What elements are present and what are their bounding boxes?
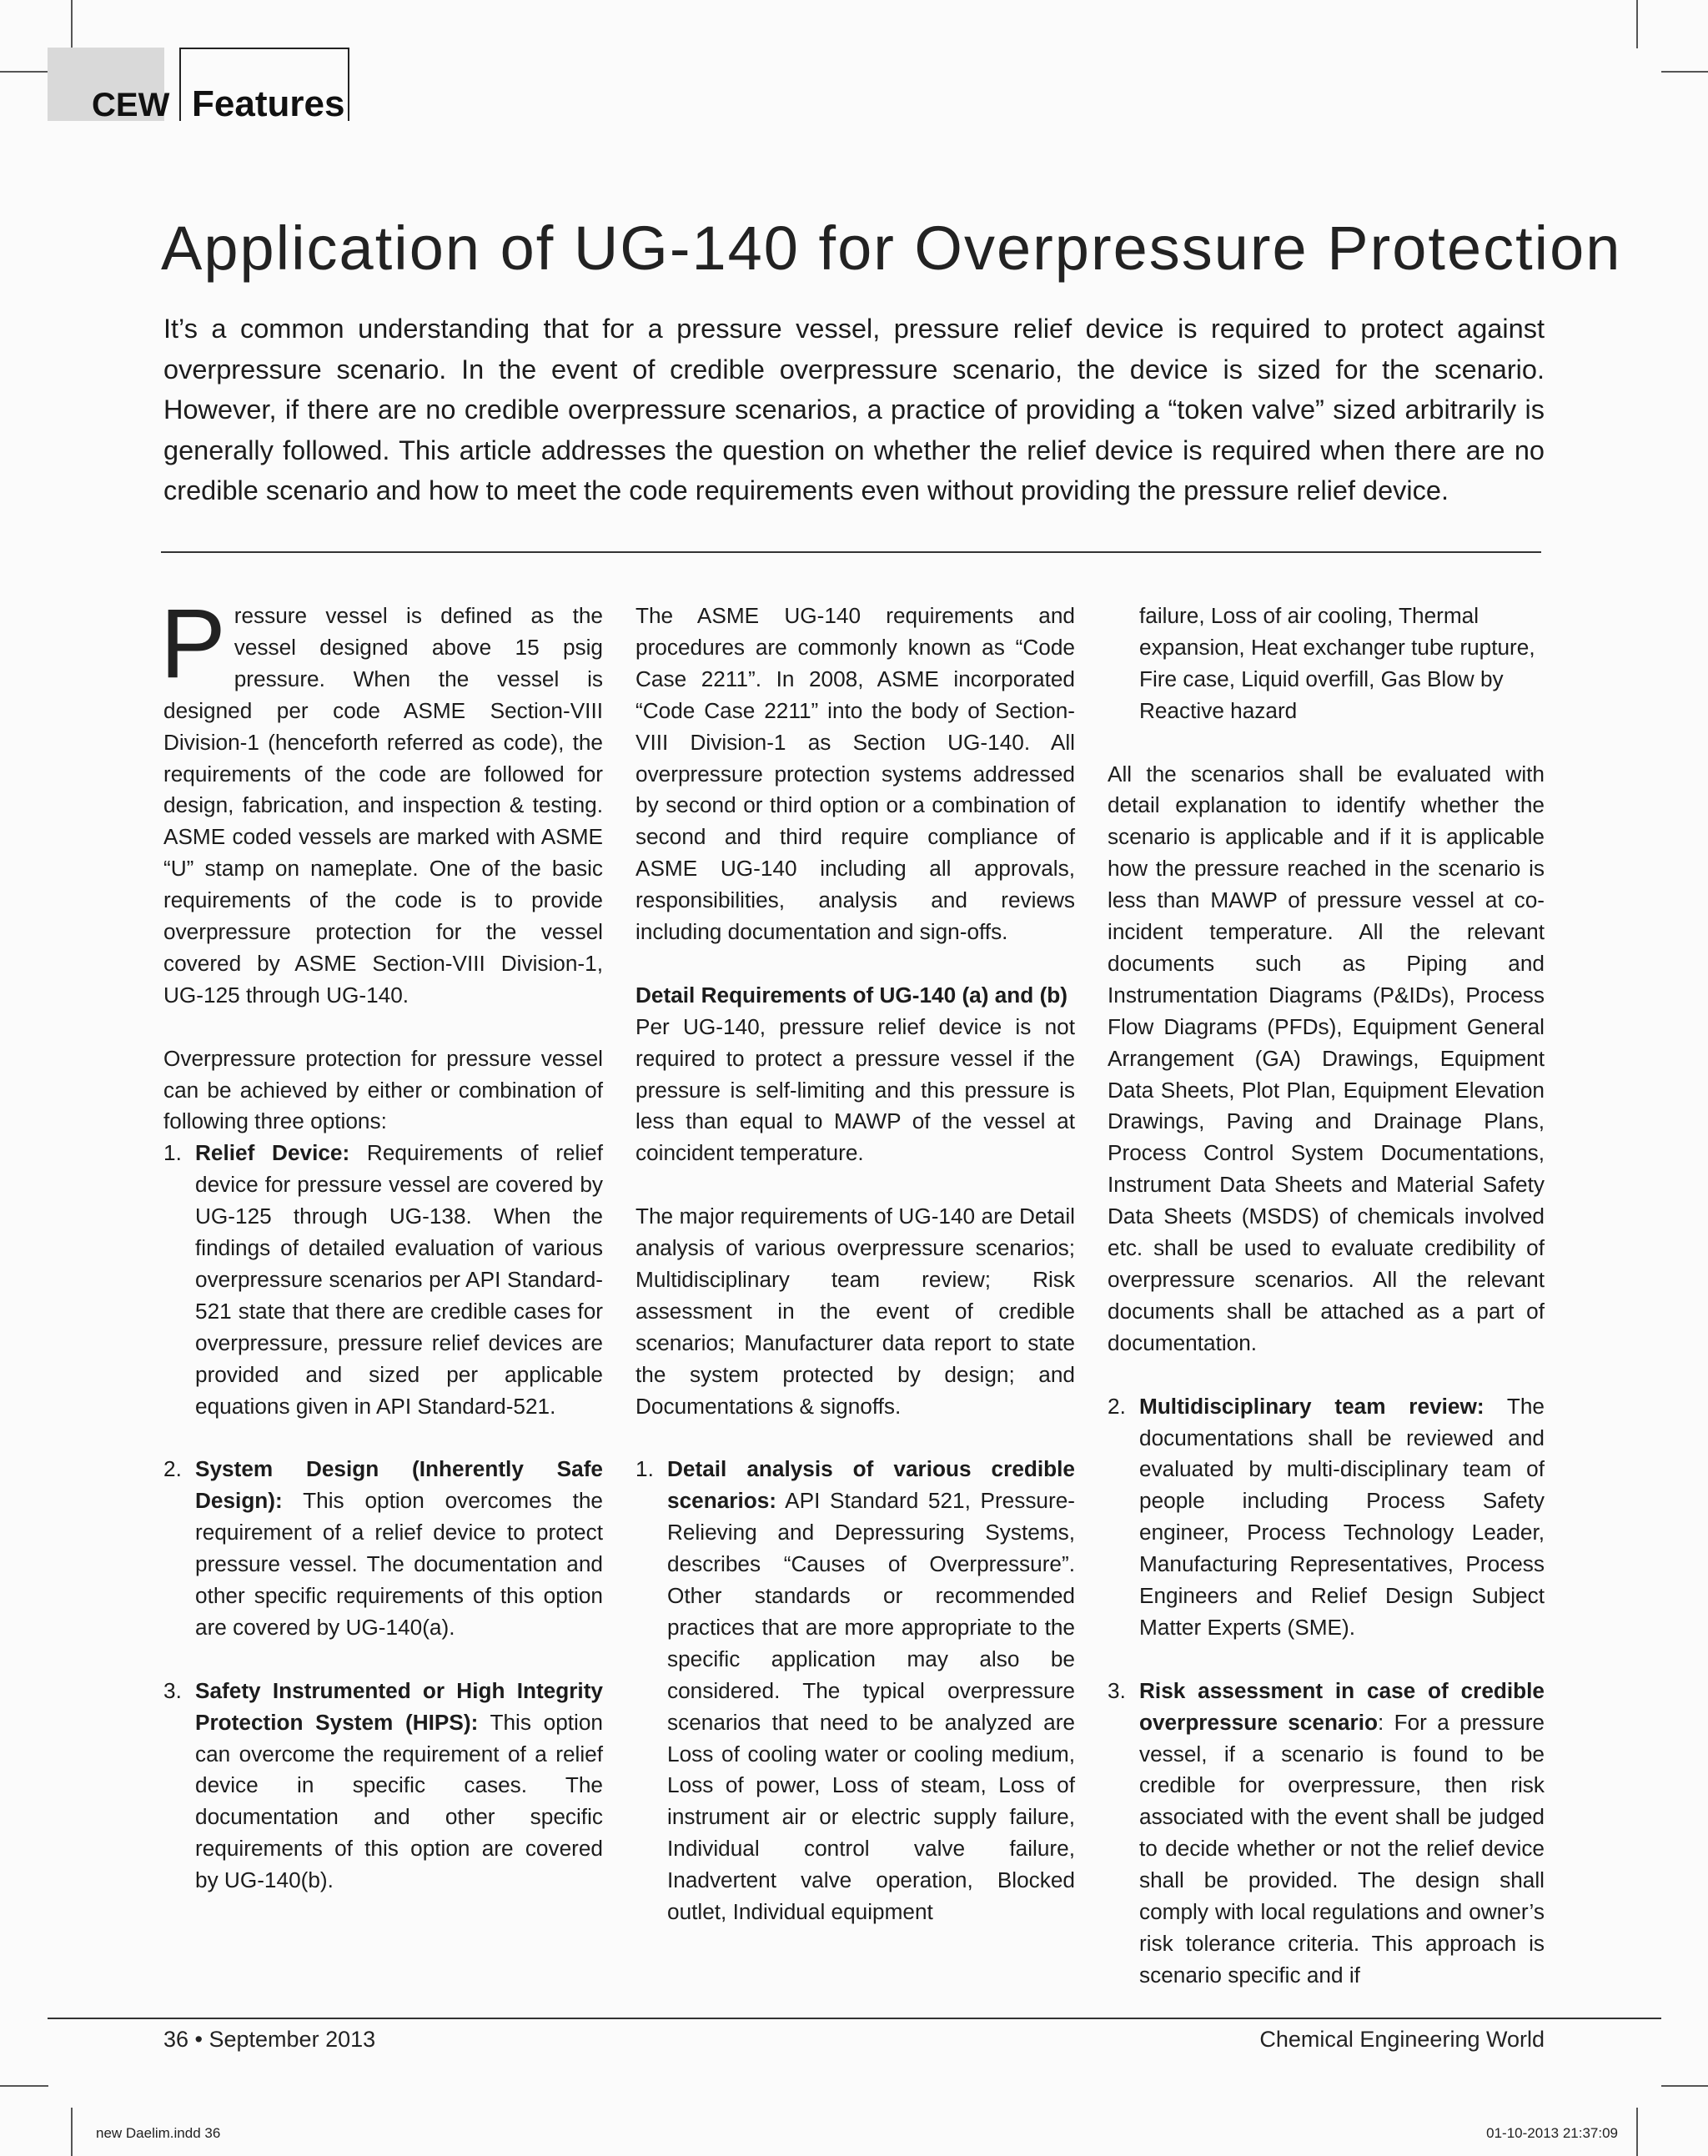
crop-mark bbox=[1661, 71, 1708, 73]
lead-paragraph: It’s a common understanding that for a pressure vessel, pressure relief device is required to protect against overpressure scenario. In the event of credible overpressure scenario, the device is sized for the scenario. However, if there are no credible overpressure scenarios, a practice of providing a “token valve” sized arbitrarily is generally followed. This article addresses the question on whether the relief device is required when there are no credible scenario and how to meet the code requirements even without providing the pressure relief device. bbox=[163, 314, 1545, 505]
section-label: Features bbox=[192, 83, 345, 124]
options-list bbox=[163, 1138, 603, 1422]
print-slug-file: new Daelim.indd 36 bbox=[96, 2125, 221, 2141]
list-item: 1. Detail analysis of various credible scenarios: API Standard 521, Pressure-Relieving and Depressuring Systems, describes “Causes of Overpressure”. Other standards or recommended practices that are more appropriate to the specific application may also be considered. The typical overpressure scenarios that need to be analyzed are Loss of cooling water or cooling medium, Loss of power, Loss of steam, Loss of instrument air or electric supply failure, Individual control valve failure, Inadvertent valve operation, Blocked outlet, Individual equipment bbox=[635, 1456, 1075, 1925]
column-1 bbox=[160, 589, 603, 1928]
article-title: Application of UG-140 for Overpressure Protection bbox=[161, 213, 1622, 283]
article-lead bbox=[163, 309, 1545, 511]
crop-mark bbox=[0, 71, 48, 73]
list-item: 3. Risk assessment in case of credible overpressure scenario: For a pressure vessel, if a scenario is found to be credible for overpressure, then risk associated with the event shall be judged to decide whether or not the relief device shall be provided. The design shall comply with local regulations and owner’s risk tolerance criteria. This approach is scenario specific and if bbox=[1108, 1677, 1545, 1988]
requirements-list bbox=[1108, 1391, 1545, 1644]
crop-mark bbox=[1636, 0, 1638, 48]
paragraph: The major requirements of UG-140 are Detail analysis of various overpressure scenarios; Multidisciplinary team review; Risk assessment in the event of credible scenarios; Manufacturer data report to state the system protected by design; and Documentations & signoffs. bbox=[635, 1204, 1075, 1419]
crop-mark bbox=[1636, 2108, 1638, 2156]
list-item: 2. System Design (Inherently Safe Design): This option overcomes the requirement of a relief device to protect pressure vessel. The documentation and other specific requirements of this option are covered by UG-140(a). bbox=[163, 1456, 603, 1640]
subheading: Detail Requirements of UG-140 (a) and (b) bbox=[635, 982, 1068, 1008]
options-list bbox=[163, 1454, 603, 1643]
list-continuation: failure, Loss of air cooling, Thermal expansion, Heat exchanger tube rupture, Fire case, Liquid overfill, Gas Blow by Reactive hazard bbox=[1139, 603, 1535, 723]
requirements-list bbox=[635, 1454, 1075, 1928]
crop-mark bbox=[0, 2085, 48, 2087]
list-item: 1. Relief Device: Requirements of relief device for pressure vessel are covered by UG-125 through UG-138. When the findings of detailed evaluation of various overpressure scenarios per API Standard-521 state that there are credible cases for overpressure, pressure relief devices are provided and sized per applicable equations given in API Standard-521. bbox=[163, 1140, 603, 1419]
column-3 bbox=[1108, 601, 1545, 2023]
paragraph: Overpressure protection for pressure vessel can be achieved by either or combination of following three options: bbox=[163, 1045, 603, 1134]
crop-mark bbox=[1661, 2085, 1708, 2087]
divider bbox=[161, 551, 1541, 553]
paragraph: Per UG-140, pressure relief device is not required to protect a pressure vessel if the pressure is self-limiting and this pressure is less than equal to MAWP of the vessel at coincident temperature. bbox=[635, 1013, 1075, 1166]
crop-mark bbox=[71, 2108, 73, 2156]
paragraph: The ASME UG-140 requirements and procedures are commonly known as “Code Case 2211”. In 2008, ASME incorporated “Code Case 2211” into the body of Section-VIII Division-1 as Section UG-140. All overpressure protection systems addressed by second or third option or a combination of second and third require compliance of ASME UG-140 including all approvals, responsibilities, analysis and reviews including documentation and sign-offs. bbox=[635, 603, 1075, 945]
drop-cap: P bbox=[160, 589, 226, 699]
list-item: 2. Multidisciplinary team review: The documentations shall be reviewed and evaluated by multi-disciplinary team of people including Process Safety engineer, Process Technology Leader, Manufacturing Representatives, Process Engineers and Relief Design Subject Matter Experts (SME). bbox=[1108, 1393, 1545, 1640]
section-short-label: CEW bbox=[92, 87, 170, 123]
paragraph: All the scenarios shall be evaluated with detail explanation to identify whether the scenario is applicable and if it is applicable how the pressure reached in the scenario is less than MAWP of pressure vessel at co-incident temperature. All the relevant documents such as Piping and Instrumentation Diagrams (P&IDs), Process Flow Diagrams (PFDs), Equipment General Arrangement (GA) Drawings, Equipment Data Sheets, Plot Plan, Equipment Elevation Drawings, Paving and Drainage Plans, Process Control System Documentations, Instrument Data Sheets and Material Safety Data Sheets (MSDS) of chemicals involved etc. shall be used to evaluate credibility of overpressure scenarios. All the relevant documents shall be attached as a part of documentation. bbox=[1108, 761, 1545, 1355]
options-list bbox=[163, 1676, 603, 1897]
print-slug-timestamp: 01-10-2013 21:37:09 bbox=[1486, 2125, 1618, 2141]
footer-divider bbox=[48, 2018, 1661, 2019]
requirements-list bbox=[1108, 1676, 1545, 1992]
crop-mark bbox=[71, 0, 73, 48]
publication-name: Chemical Engineering World bbox=[1259, 2027, 1545, 2052]
page-number-date: 36 • September 2013 bbox=[163, 2027, 376, 2052]
column-2 bbox=[635, 601, 1075, 1960]
list-item: 3. Safety Instrumented or High Integrity Protection System (HIPS): This option can overcome the requirement of a relief device in specific cases. The documentation and other specific requirements of this option are covered by UG-140(b). bbox=[163, 1677, 603, 1893]
intro-paragraph: Pressure vessel is defined as the vessel designed above 15 psig pressure. When the vessel is designed per code ASME Section-VIII Division-1 (henceforth referred as code), the requirements of the code are followed for design, fabrication, and inspection & testing. ASME coded vessels are marked with ASME “U” stamp on nameplate. One of the basic requirements of the code is to provide overpressure protection for the vessel covered by ASME Section-VIII Division-1, UG-125 through UG-140. bbox=[160, 589, 603, 1008]
